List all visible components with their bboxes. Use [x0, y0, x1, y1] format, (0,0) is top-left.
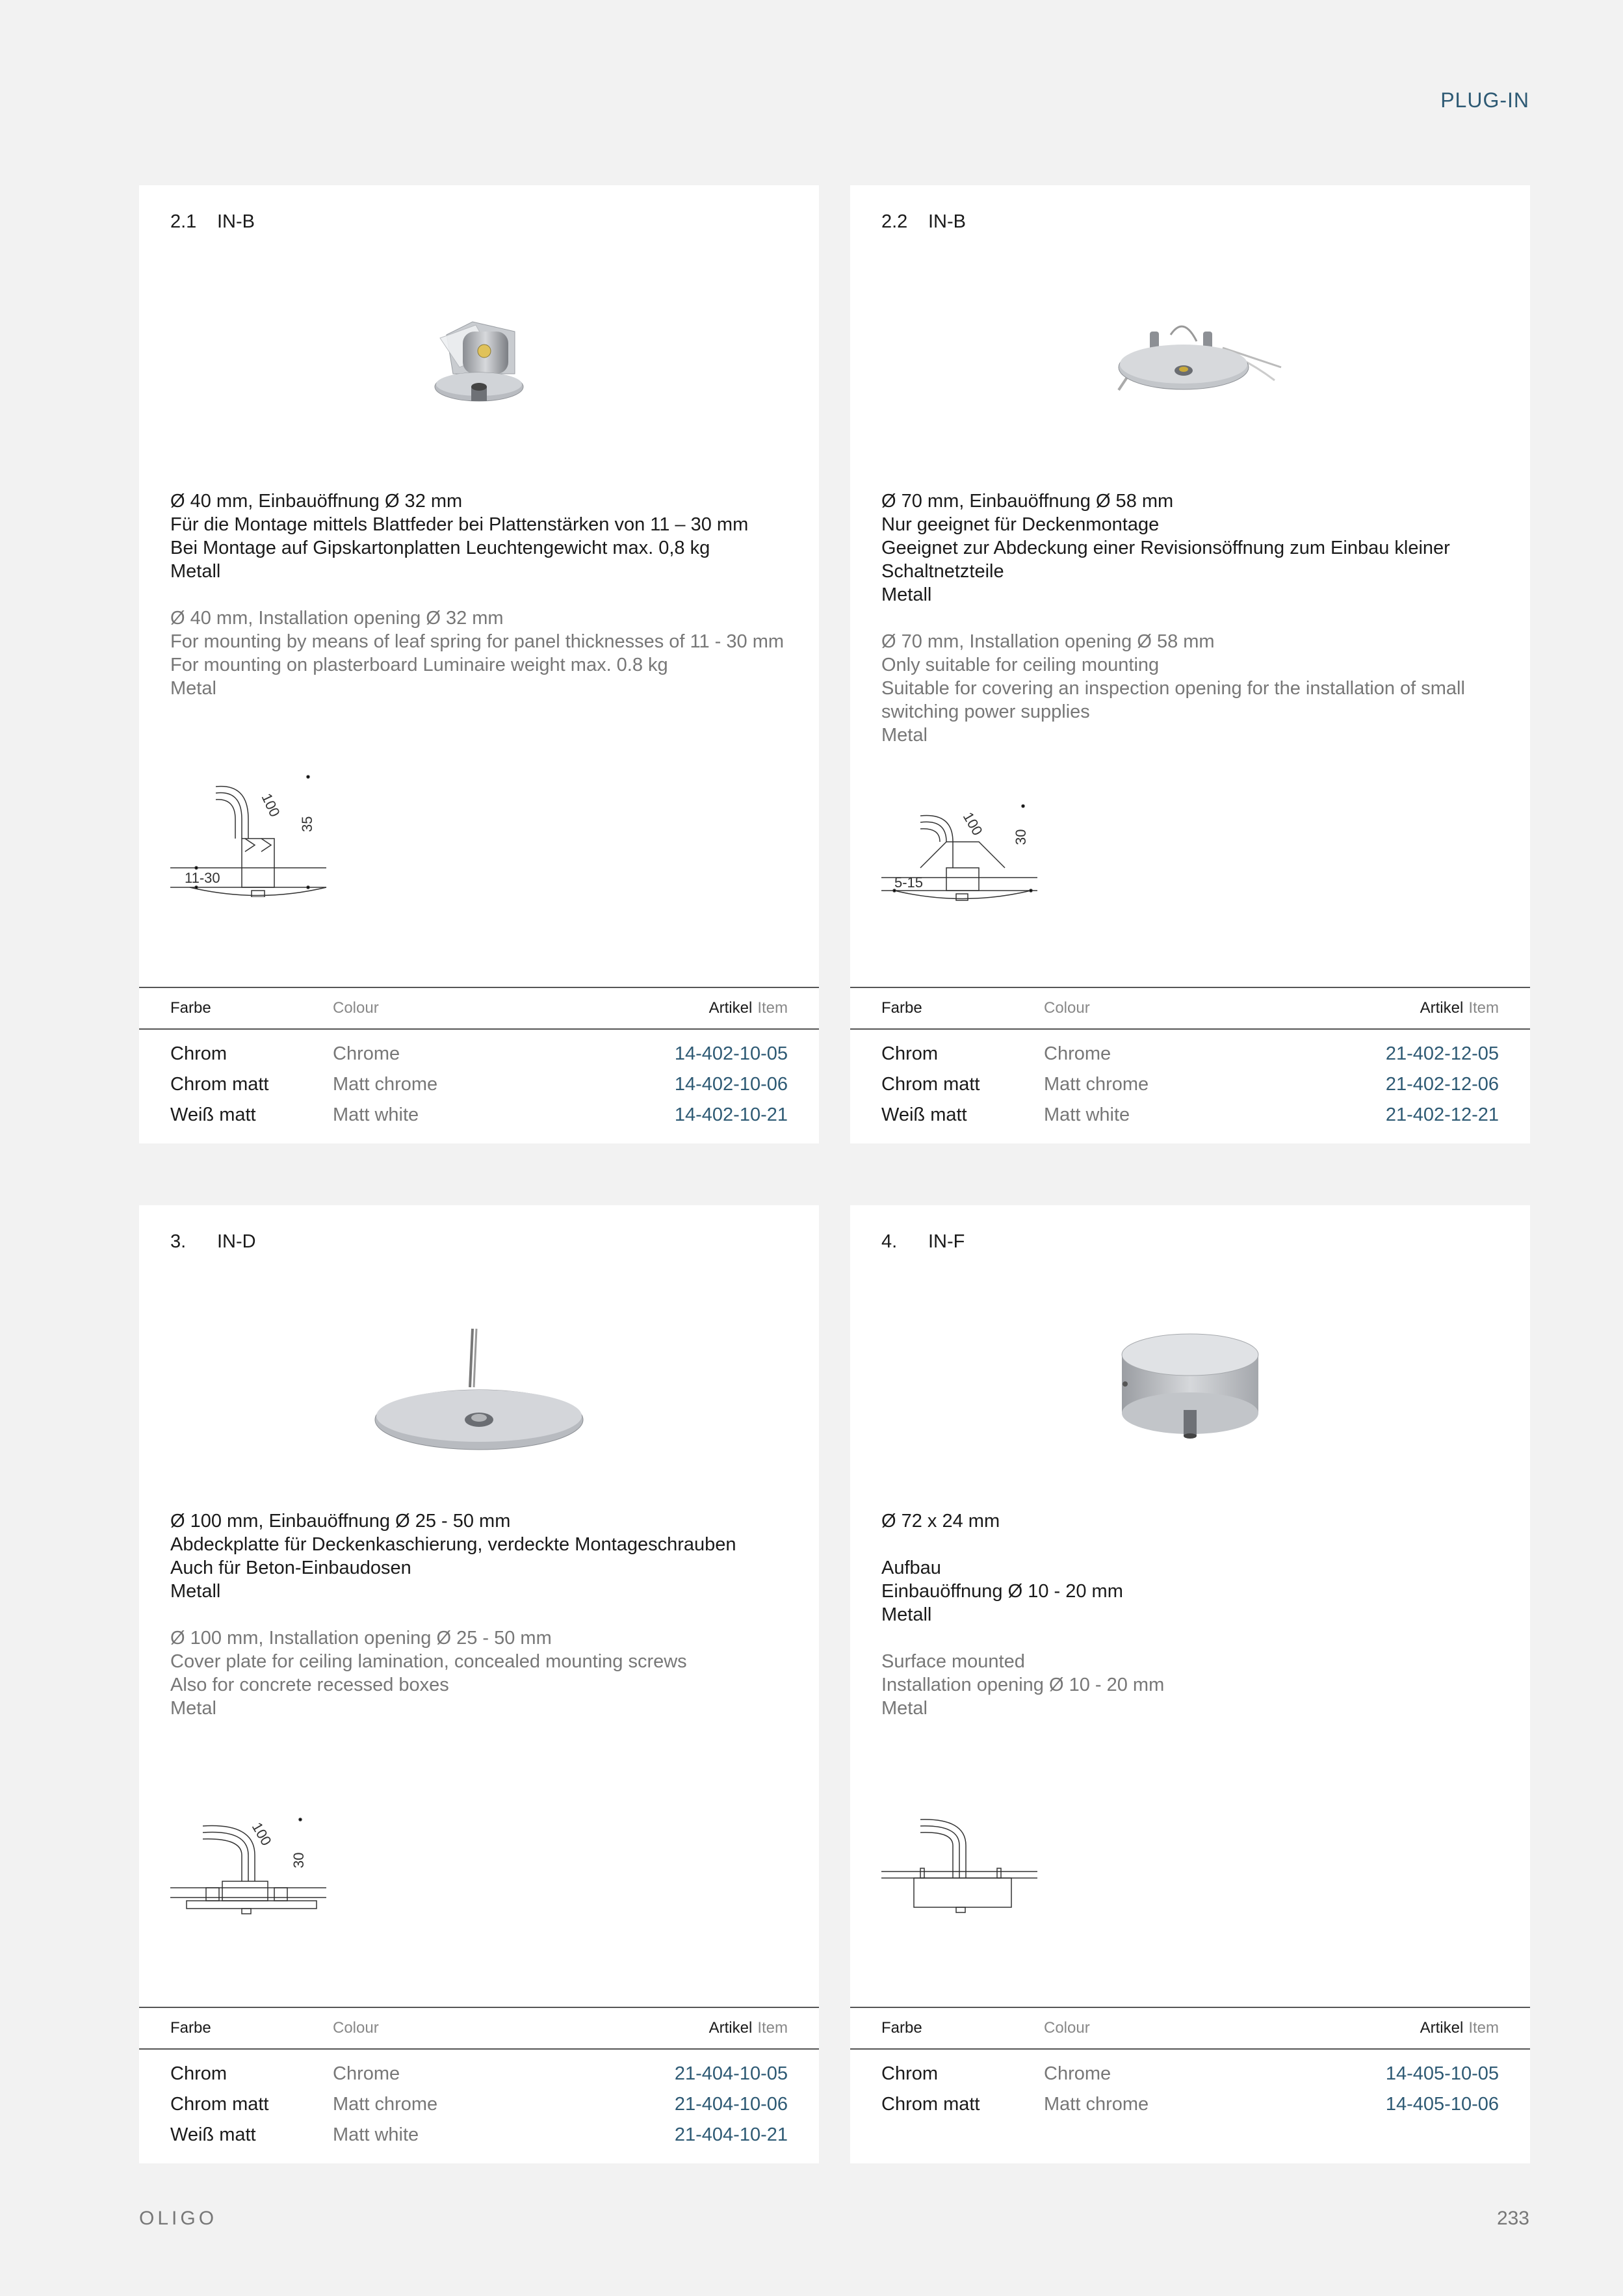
desc-de-line: Schaltnetzteile	[881, 561, 1004, 582]
header-item: Item	[757, 999, 788, 1017]
cell-colour: Matt chrome	[333, 1074, 438, 1095]
table-row	[139, 1039, 819, 1069]
header-farbe: Farbe	[881, 999, 922, 1017]
table-header	[139, 987, 819, 1030]
desc-en-line: Metal	[881, 725, 928, 746]
header-item: Item	[1468, 2019, 1499, 2037]
dim-label: 11-30	[185, 870, 220, 886]
cell-farbe: Chrom matt	[881, 2094, 980, 2115]
card-title: IN-D	[217, 1231, 256, 1252]
desc-en-line: Ø 70 mm, Installation opening Ø 58 mm	[881, 631, 1215, 652]
cell-farbe: Weiß matt	[881, 1104, 967, 1125]
card-title: IN-B	[928, 211, 966, 232]
card-heading	[881, 1231, 965, 1253]
card-number: 2.2	[881, 211, 908, 232]
cell-farbe: Chrom	[170, 1043, 227, 1064]
cell-farbe: Chrom matt	[170, 1074, 269, 1095]
desc-en-line: Metal	[170, 1698, 216, 1719]
cell-item: 14-402-10-06	[674, 1074, 788, 1095]
cell-item: 21-402-12-05	[1385, 1043, 1499, 1064]
cell-colour: Matt white	[333, 2124, 419, 2145]
description	[170, 489, 793, 700]
desc-en-line: Also for concrete recessed boxes	[170, 1675, 449, 1695]
card-number: 4.	[881, 1231, 898, 1252]
cell-item: 21-402-12-21	[1385, 1104, 1499, 1125]
table-row	[850, 2059, 1530, 2089]
desc-de-line: Ø 70 mm, Einbauöffnung Ø 58 mm	[881, 491, 1174, 512]
desc-de-line: Geeignet zur Abdeckung einer Revisionsöffnung zum Einbau kleiner	[881, 538, 1450, 558]
table-row	[139, 2059, 819, 2089]
table-row	[850, 2089, 1530, 2120]
product-image	[139, 296, 819, 465]
card-heading	[170, 211, 255, 233]
desc-en-line: Ø 100 mm, Installation opening Ø 25 - 50 mm	[170, 1628, 552, 1649]
card-heading	[170, 1231, 256, 1253]
cell-farbe: Chrom	[170, 2063, 227, 2084]
desc-de-line: Ø 100 mm, Einbauöffnung Ø 25 - 50 mm	[170, 1511, 511, 1532]
cell-colour: Chrome	[333, 1043, 400, 1064]
desc-de-line: Metall	[170, 1581, 221, 1602]
desc-de-line: Aufbau	[881, 1558, 941, 1578]
desc-de-line: Ø 40 mm, Einbauöffnung Ø 32 mm	[170, 491, 463, 512]
header-colour: Colour	[1044, 2019, 1090, 2037]
cell-colour: Matt chrome	[1044, 2094, 1149, 2115]
dim-label: 30	[1013, 829, 1029, 845]
desc-en-line: switching power supplies	[881, 701, 1090, 722]
desc-de-line: Metall	[881, 584, 932, 605]
section-label: PLUG-IN	[1440, 88, 1529, 112]
product-card	[139, 185, 819, 1143]
cell-colour: Chrome	[1044, 1043, 1111, 1064]
technical-drawing	[170, 1816, 339, 1930]
header-farbe: Farbe	[881, 2019, 922, 2037]
desc-de-line: Abdeckplatte für Deckenkaschierung, verdeckte Montageschrauben	[170, 1534, 736, 1555]
cell-item: 14-402-10-05	[674, 1043, 788, 1064]
desc-de-line: Metall	[170, 561, 221, 582]
header-artikel: Artikel	[1420, 2019, 1464, 2037]
product-image	[850, 1316, 1530, 1485]
desc-gap	[881, 1533, 1504, 1556]
desc-en-line: Cover plate for ceiling lamination, concealed mounting screws	[170, 1651, 687, 1672]
table-row	[850, 1100, 1530, 1130]
header-colour: Colour	[333, 2019, 379, 2037]
desc-en-line: For mounting on plasterboard Luminaire weight max. 0.8 kg	[170, 655, 668, 675]
item-table	[139, 2007, 819, 2150]
dim-label: 100	[248, 1820, 275, 1849]
cell-farbe: Weiß matt	[170, 2124, 256, 2145]
cell-item: 14-405-10-05	[1385, 2063, 1499, 2084]
table-row	[850, 1039, 1530, 1069]
header-colour: Colour	[1044, 999, 1090, 1017]
table-header	[850, 2007, 1530, 2050]
cell-farbe: Chrom matt	[170, 2094, 269, 2115]
product-card	[139, 1205, 819, 2163]
page-number: 233	[1496, 2208, 1529, 2229]
cell-colour: Matt white	[1044, 1104, 1130, 1125]
cell-farbe: Chrom matt	[881, 1074, 980, 1095]
product-card	[850, 1205, 1530, 2163]
item-table	[139, 987, 819, 1130]
header-farbe: Farbe	[170, 2019, 211, 2037]
desc-de-line: Einbauöffnung Ø 10 - 20 mm	[881, 1581, 1123, 1602]
header-item: Item	[757, 2019, 788, 2037]
dim-label: 30	[291, 1852, 307, 1868]
cell-colour: Matt chrome	[333, 2094, 438, 2115]
table-row	[139, 1100, 819, 1130]
item-table	[850, 2007, 1530, 2120]
cell-farbe: Chrom	[881, 2063, 939, 2084]
desc-en-line: Surface mounted	[881, 1651, 1025, 1672]
header-colour: Colour	[333, 999, 379, 1017]
table-row	[139, 2120, 819, 2150]
desc-en-line: Metal	[170, 678, 216, 699]
header-item: Item	[1468, 999, 1499, 1017]
item-table	[850, 987, 1530, 1130]
table-header	[850, 987, 1530, 1030]
table-row	[850, 1069, 1530, 1100]
table-row	[139, 1069, 819, 1100]
card-number: 2.1	[170, 211, 197, 232]
desc-de-line: Nur geeignet für Deckenmontage	[881, 514, 1160, 535]
card-heading	[881, 211, 966, 233]
cell-item: 14-405-10-06	[1385, 2094, 1499, 2115]
header-farbe: Farbe	[170, 999, 211, 1017]
product-image	[139, 1316, 819, 1485]
cell-item: 21-404-10-21	[674, 2124, 788, 2145]
desc-en-line: Only suitable for ceiling mounting	[881, 655, 1160, 675]
cell-colour: Chrome	[1044, 2063, 1111, 2084]
technical-drawing	[881, 803, 1050, 917]
cell-item: 21-404-10-06	[674, 2094, 788, 2115]
brand-logo: OLIGO	[139, 2208, 218, 2229]
product-card	[850, 185, 1530, 1143]
description	[881, 489, 1504, 747]
desc-de-line: Metall	[881, 1604, 932, 1625]
cell-item: 21-402-12-06	[1385, 1074, 1499, 1095]
desc-de-line: Für die Montage mittels Blattfeder bei Plattenstärken von 11 – 30 mm	[170, 514, 749, 535]
header-artikel: Artikel	[708, 999, 753, 1017]
product-image	[850, 296, 1530, 465]
header-artikel: Artikel	[708, 2019, 753, 2037]
desc-de-line: Ø 72 x 24 mm	[881, 1511, 1000, 1532]
dim-label: 5-15	[894, 874, 924, 891]
card-title: IN-F	[928, 1231, 965, 1252]
cell-colour: Matt white	[333, 1104, 419, 1125]
table-row	[139, 2089, 819, 2120]
technical-drawing	[170, 774, 339, 900]
card-title: IN-B	[217, 211, 255, 232]
table-header	[139, 2007, 819, 2050]
cell-colour: Chrome	[333, 2063, 400, 2084]
cell-colour: Matt chrome	[1044, 1074, 1149, 1095]
cell-farbe: Weiß matt	[170, 1104, 256, 1125]
cell-item: 14-402-10-21	[674, 1104, 788, 1125]
desc-de-line: Bei Montage auf Gipskartonplatten Leuchtengewicht max. 0,8 kg	[170, 538, 710, 558]
desc-en-line: Metal	[881, 1698, 928, 1719]
desc-en-line: Installation opening Ø 10 - 20 mm	[881, 1675, 1165, 1695]
dim-label: 35	[299, 816, 315, 832]
cell-farbe: Chrom	[881, 1043, 939, 1064]
description	[170, 1509, 793, 1720]
technical-drawing	[881, 1813, 1050, 1927]
dim-label: 100	[959, 809, 986, 839]
desc-de-line: Auch für Beton-Einbaudosen	[170, 1558, 411, 1578]
desc-en-line: Ø 40 mm, Installation opening Ø 32 mm	[170, 608, 504, 629]
dim-label: 100	[258, 790, 283, 820]
card-number: 3.	[170, 1231, 187, 1252]
desc-en-line: For mounting by means of leaf spring for panel thicknesses of 11 - 30 mm	[170, 631, 785, 652]
header-artikel: Artikel	[1420, 999, 1464, 1017]
desc-en-line: Suitable for covering an inspection opening for the installation of small	[881, 678, 1465, 699]
description	[881, 1509, 1504, 1720]
cell-item: 21-404-10-05	[674, 2063, 788, 2084]
